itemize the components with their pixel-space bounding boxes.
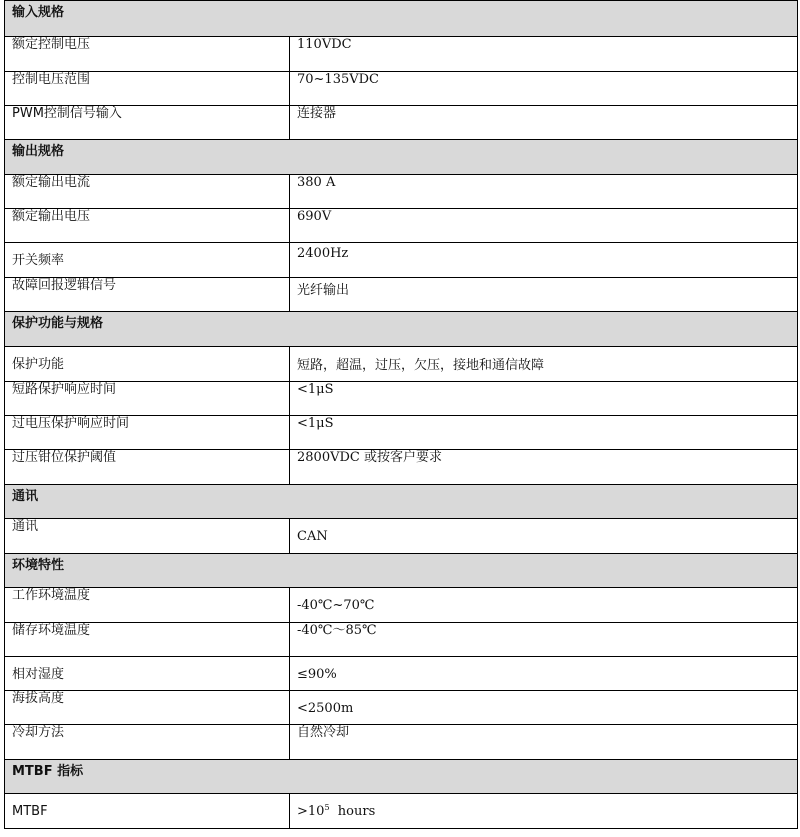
- mtbf-value-exponent: 5: [324, 803, 330, 812]
- spec-label: PWM控制信号输入: [5, 106, 290, 140]
- table-row: [5, 794, 798, 829]
- spec-value: 690V: [290, 209, 798, 243]
- section-header-protection: [5, 312, 798, 347]
- spec-label: MTBF: [5, 794, 290, 829]
- spec-label: 控制电压范围: [5, 72, 290, 106]
- section-header-output: [5, 140, 798, 175]
- spec-value: 光纤输出: [290, 278, 798, 312]
- spec-value: 110VDC: [290, 37, 798, 72]
- spec-label: 短路保护响应时间: [5, 382, 290, 416]
- spec-value: -40℃~70℃: [290, 588, 798, 623]
- table-row: [5, 243, 798, 278]
- table-row: [5, 623, 798, 657]
- spec-label: 额定输出电压: [5, 209, 290, 243]
- spec-label: 冷却方法: [5, 725, 290, 760]
- mtbf-value-prefix: >10: [297, 804, 325, 819]
- table-row: [5, 347, 798, 382]
- spec-label: 额定输出电流: [5, 175, 290, 209]
- spec-label: 开关频率: [5, 243, 290, 278]
- spec-value: [290, 794, 798, 829]
- table-row: [5, 450, 798, 485]
- spec-label: 保护功能: [5, 347, 290, 382]
- table-row: [5, 175, 798, 209]
- spec-label: 过压钳位保护阈值: [5, 450, 290, 485]
- spec-label: 储存环境温度: [5, 623, 290, 657]
- table-row: [5, 382, 798, 416]
- table-row: [5, 519, 798, 554]
- spec-value: 2400Hz: [290, 243, 798, 278]
- table-row: [5, 106, 798, 140]
- spec-label: 海拔高度: [5, 691, 290, 725]
- section-title: 输入规格: [5, 1, 798, 37]
- table-row: [5, 209, 798, 243]
- section-header-mtbf: [5, 760, 798, 794]
- section-title: 通讯: [5, 485, 798, 519]
- table-row: [5, 725, 798, 760]
- table-row: [5, 691, 798, 725]
- spec-value: 2800VDC 或按客户要求: [290, 450, 798, 485]
- section-title: MTBF 指标: [5, 760, 798, 794]
- section-title: 环境特性: [5, 554, 798, 588]
- specification-table: [4, 0, 798, 829]
- section-title: 保护功能与规格: [5, 312, 798, 347]
- spec-value: 70~135VDC: [290, 72, 798, 106]
- table-row: [5, 588, 798, 623]
- table-row: [5, 37, 798, 72]
- spec-label: 通讯: [5, 519, 290, 554]
- section-header-environment: [5, 554, 798, 588]
- mtbf-value-suffix: hours: [329, 804, 376, 819]
- spec-label: 额定控制电压: [5, 37, 290, 72]
- spec-value: <2500m: [290, 691, 798, 725]
- spec-label: 工作环境温度: [5, 588, 290, 623]
- spec-label: 故障回报逻辑信号: [5, 278, 290, 312]
- section-header-input: [5, 1, 798, 37]
- table-row: [5, 416, 798, 450]
- table-row: [5, 278, 798, 312]
- spec-value: 短路，超温，过压，欠压，接地和通信故障: [290, 347, 798, 382]
- table-row: [5, 657, 798, 691]
- table-row: [5, 72, 798, 106]
- spec-value: <1μS: [290, 382, 798, 416]
- spec-value: <1μS: [290, 416, 798, 450]
- spec-label: 过电压保护响应时间: [5, 416, 290, 450]
- spec-label: 相对湿度: [5, 657, 290, 691]
- section-title: 输出规格: [5, 140, 798, 175]
- section-header-communication: [5, 485, 798, 519]
- spec-value: ≤90%: [290, 657, 798, 691]
- spec-value: 自然冷却: [290, 725, 798, 760]
- spec-value: 连接器: [290, 106, 798, 140]
- spec-value: CAN: [290, 519, 798, 554]
- spec-value: -40℃～85℃: [290, 623, 798, 657]
- spec-value: 380 A: [290, 175, 798, 209]
